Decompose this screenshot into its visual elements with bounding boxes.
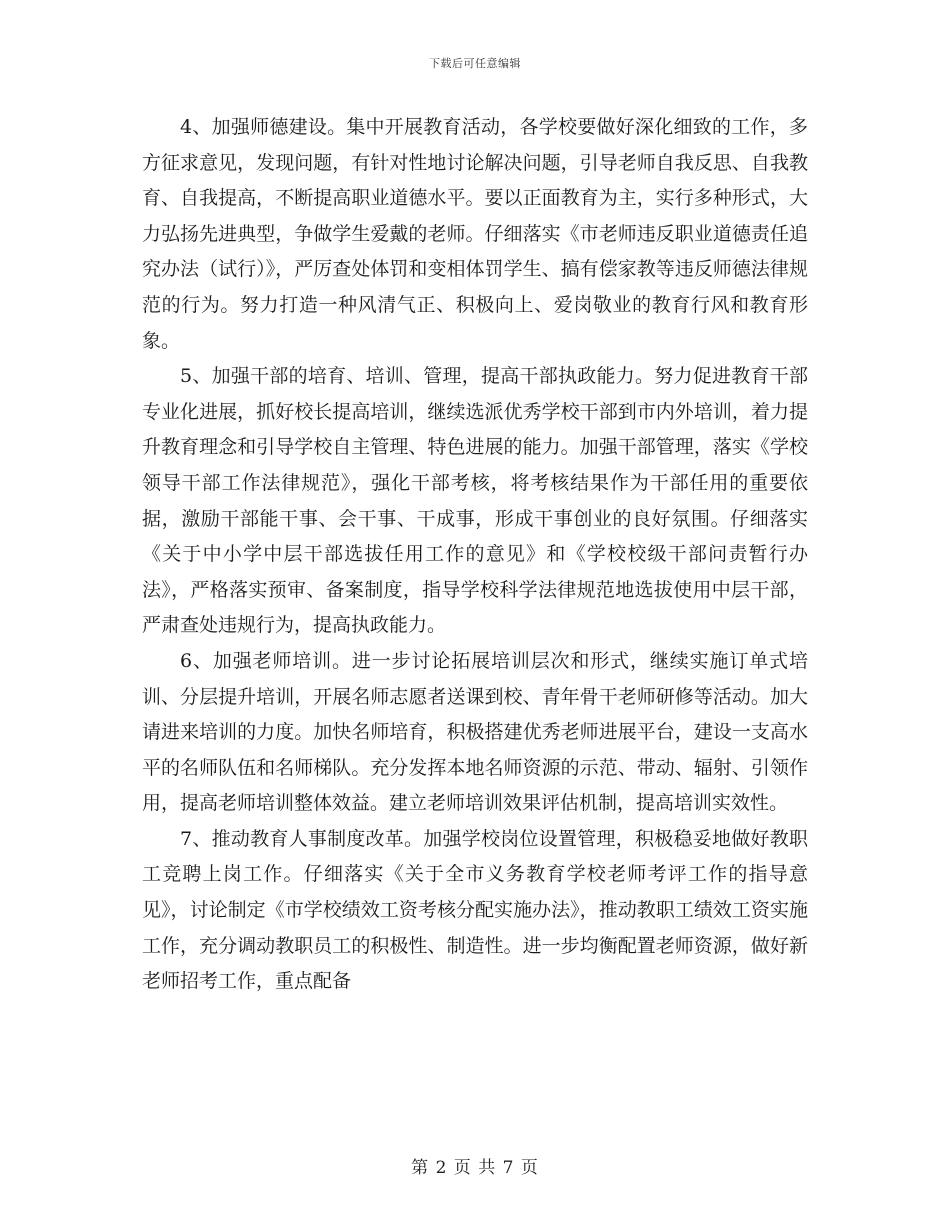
page-header-note: 下载后可任意编辑 [429, 57, 521, 70]
paragraph-teacher-ethics: 4、加强师德建设。集中开展教育活动，各学校要做好深化细致的工作，多方征求意见，发现问题，有针对性地讨论解决问题，引导老师自我反思、自我教育、自我提高，不断提高职业道德水平。要以正面教育为主，实行多种形式，大力弘扬先进典型，争做学生爱戴的老师。仔细落实《市老师违反职业道德责任追究办法（试行）》，严厉查处体罚和变相体罚学生、搞有偿家教等违反师德法律规范的行为。努力打造一种风清气正、积极向上、爱岗敬业的教育行风和教育形象。 [142, 116, 808, 352]
document-body [142, 110, 808, 1000]
paragraph-personnel-reform: 7、推动教育人事制度改革。加强学校岗位设置管理，积极稳妥地做好教职工竞聘上岗工作。仔细落实《关于全市义务教育学校老师考评工作的指导意见》，讨论制定《市学校绩效工资考核分配实施办法》，推动教职工绩效工资实施工作，充分调动教职员工的积极性、制造性。进一步均衡配置老师资源，做好新老师招考工作，重点配备 [142, 827, 808, 993]
page-number-footer: 第 2 页 共 7 页 [411, 1158, 539, 1178]
paragraph-teacher-training: 6、加强老师培训。进一步讨论拓展培训层次和形式，继续实施订单式培训、分层提升培训，开展名师志愿者送课到校、青年骨干老师研修等活动。加大请进来培训的力度。加快名师培育，积极搭建优秀老师进展平台，建设一支高水平的名师队伍和名师梯队。充分发挥本地名师资源的示范、带动、辐射、引领作用，提高老师培训整体效益。建立老师培训效果评估机制，提高培训实效性。 [142, 649, 808, 815]
paragraph-cadre-training: 5、加强干部的培育、培训、管理，提高干部执政能力。努力促进教育干部专业化进展，抓好校长提高培训，继续选派优秀学校干部到市内外培训，着力提升教育理念和引导学校自主管理、特色进展的能力。加强干部管理，落实《学校领导干部工作法律规范》，强化干部考核，将考核结果作为干部任用的重要依据，激励干部能干事、会干事、干成事，形成干事创业的良好氛围。仔细落实《关于中小学中层干部选拔任用工作的意见》和《学校校级干部问责暂行办法》，严格落实预审、备案制度，指导学校科学法律规范地选拔使用中层干部，严肃查处违规行为，提高执政能力。 [142, 365, 808, 637]
